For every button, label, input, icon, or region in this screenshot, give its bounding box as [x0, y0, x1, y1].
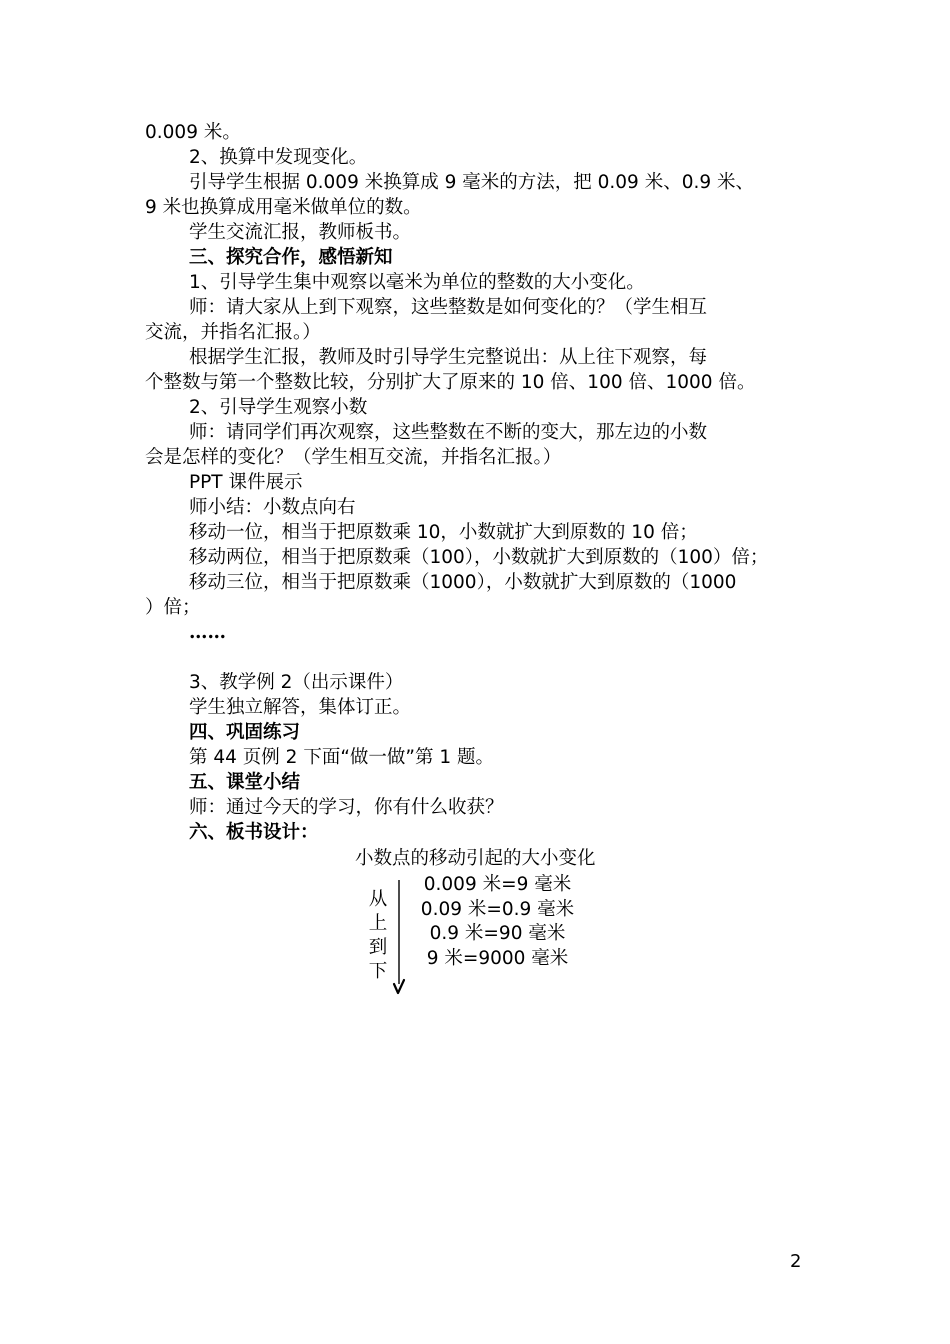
text-line: 三、探究合作，感悟新知 [189, 247, 393, 268]
text-line: 师：请同学们再次观察，这些整数在不断的变大，那左边的小数 [189, 422, 708, 443]
text-line: 引导学生根据 0.009 米换算成 9 毫米的方法，把 0.09 米、0.9 米、 [189, 172, 755, 193]
text-line: 六、板书设计： [189, 822, 319, 843]
text-line: 3、教学例 2（出示课件） [189, 672, 404, 693]
text-line: 移动两位，相当于把原数乘（100），小数就扩大到原数的（100）倍； [189, 547, 769, 568]
direction-char-4: 下 [368, 961, 388, 982]
text-line: 师小结：小数点向右 [189, 497, 356, 518]
blank-line [145, 645, 815, 670]
text-line: 学生交流汇报，教师板书。 [189, 222, 412, 243]
text-line: 五、课堂小结 [189, 772, 301, 793]
direction-char-3: 到 [368, 937, 388, 958]
text-line: PPT 课件展示 [189, 472, 303, 493]
page-number: 2 [790, 1251, 802, 1272]
text-line: 第 44 页例 2 下面“做一做”第 1 题。 [189, 747, 495, 768]
text-line: 师：请大家从上到下观察，这些整数是如何变化的？（学生相互 [189, 297, 708, 318]
text-line: 会是怎样的变化？（学生相互交流，并指名汇报。） [145, 447, 562, 468]
text-line: 移动一位，相当于把原数乘 10，小数就扩大到原数的 10 倍； [189, 522, 698, 543]
text-line: 交流，并指名汇报。） [145, 322, 321, 343]
lesson-body [145, 120, 815, 845]
text-line: 师：通过今天的学习，你有什么收获？ [189, 797, 504, 818]
text-line: 9 米也换算成用毫米做单位的数。 [145, 197, 422, 218]
text-line: 个整数与第一个整数比较，分别扩大了原来的 10 倍、100 倍、1000 倍。 [145, 372, 756, 393]
direction-char-2: 上 [368, 913, 388, 934]
text-line: 移动三位，相当于把原数乘（1000），小数就扩大到原数的（1000 [189, 572, 737, 593]
board-title: 小数点的移动引起的大小变化 [355, 848, 596, 869]
board-equation-1: 0.009 米=9 毫米 [423, 874, 572, 895]
direction-char-1: 从 [368, 889, 388, 910]
text-line: ）倍； [145, 597, 201, 618]
text-line: 2、引导学生观察小数 [189, 397, 368, 418]
down-arrow-icon [388, 880, 410, 1000]
text-line: 四、巩固练习 [189, 722, 301, 743]
board-equation-4: 9 米=9000 毫米 [426, 948, 569, 969]
text-line: …… [189, 622, 226, 643]
text-line: 根据学生汇报，教师及时引导学生完整说出：从上往下观察，每 [189, 347, 708, 368]
text-line: 1、引导学生集中观察以毫米为单位的整数的大小变化。 [189, 272, 645, 293]
board-equation-2: 0.09 米=0.9 毫米 [420, 899, 575, 920]
text-line: 0.009 米。 [145, 122, 241, 143]
text-line: 2、换算中发现变化。 [189, 147, 368, 168]
board-equation-3: 0.9 米=90 毫米 [429, 923, 566, 944]
text-line: 学生独立解答，集体订正。 [189, 697, 412, 718]
